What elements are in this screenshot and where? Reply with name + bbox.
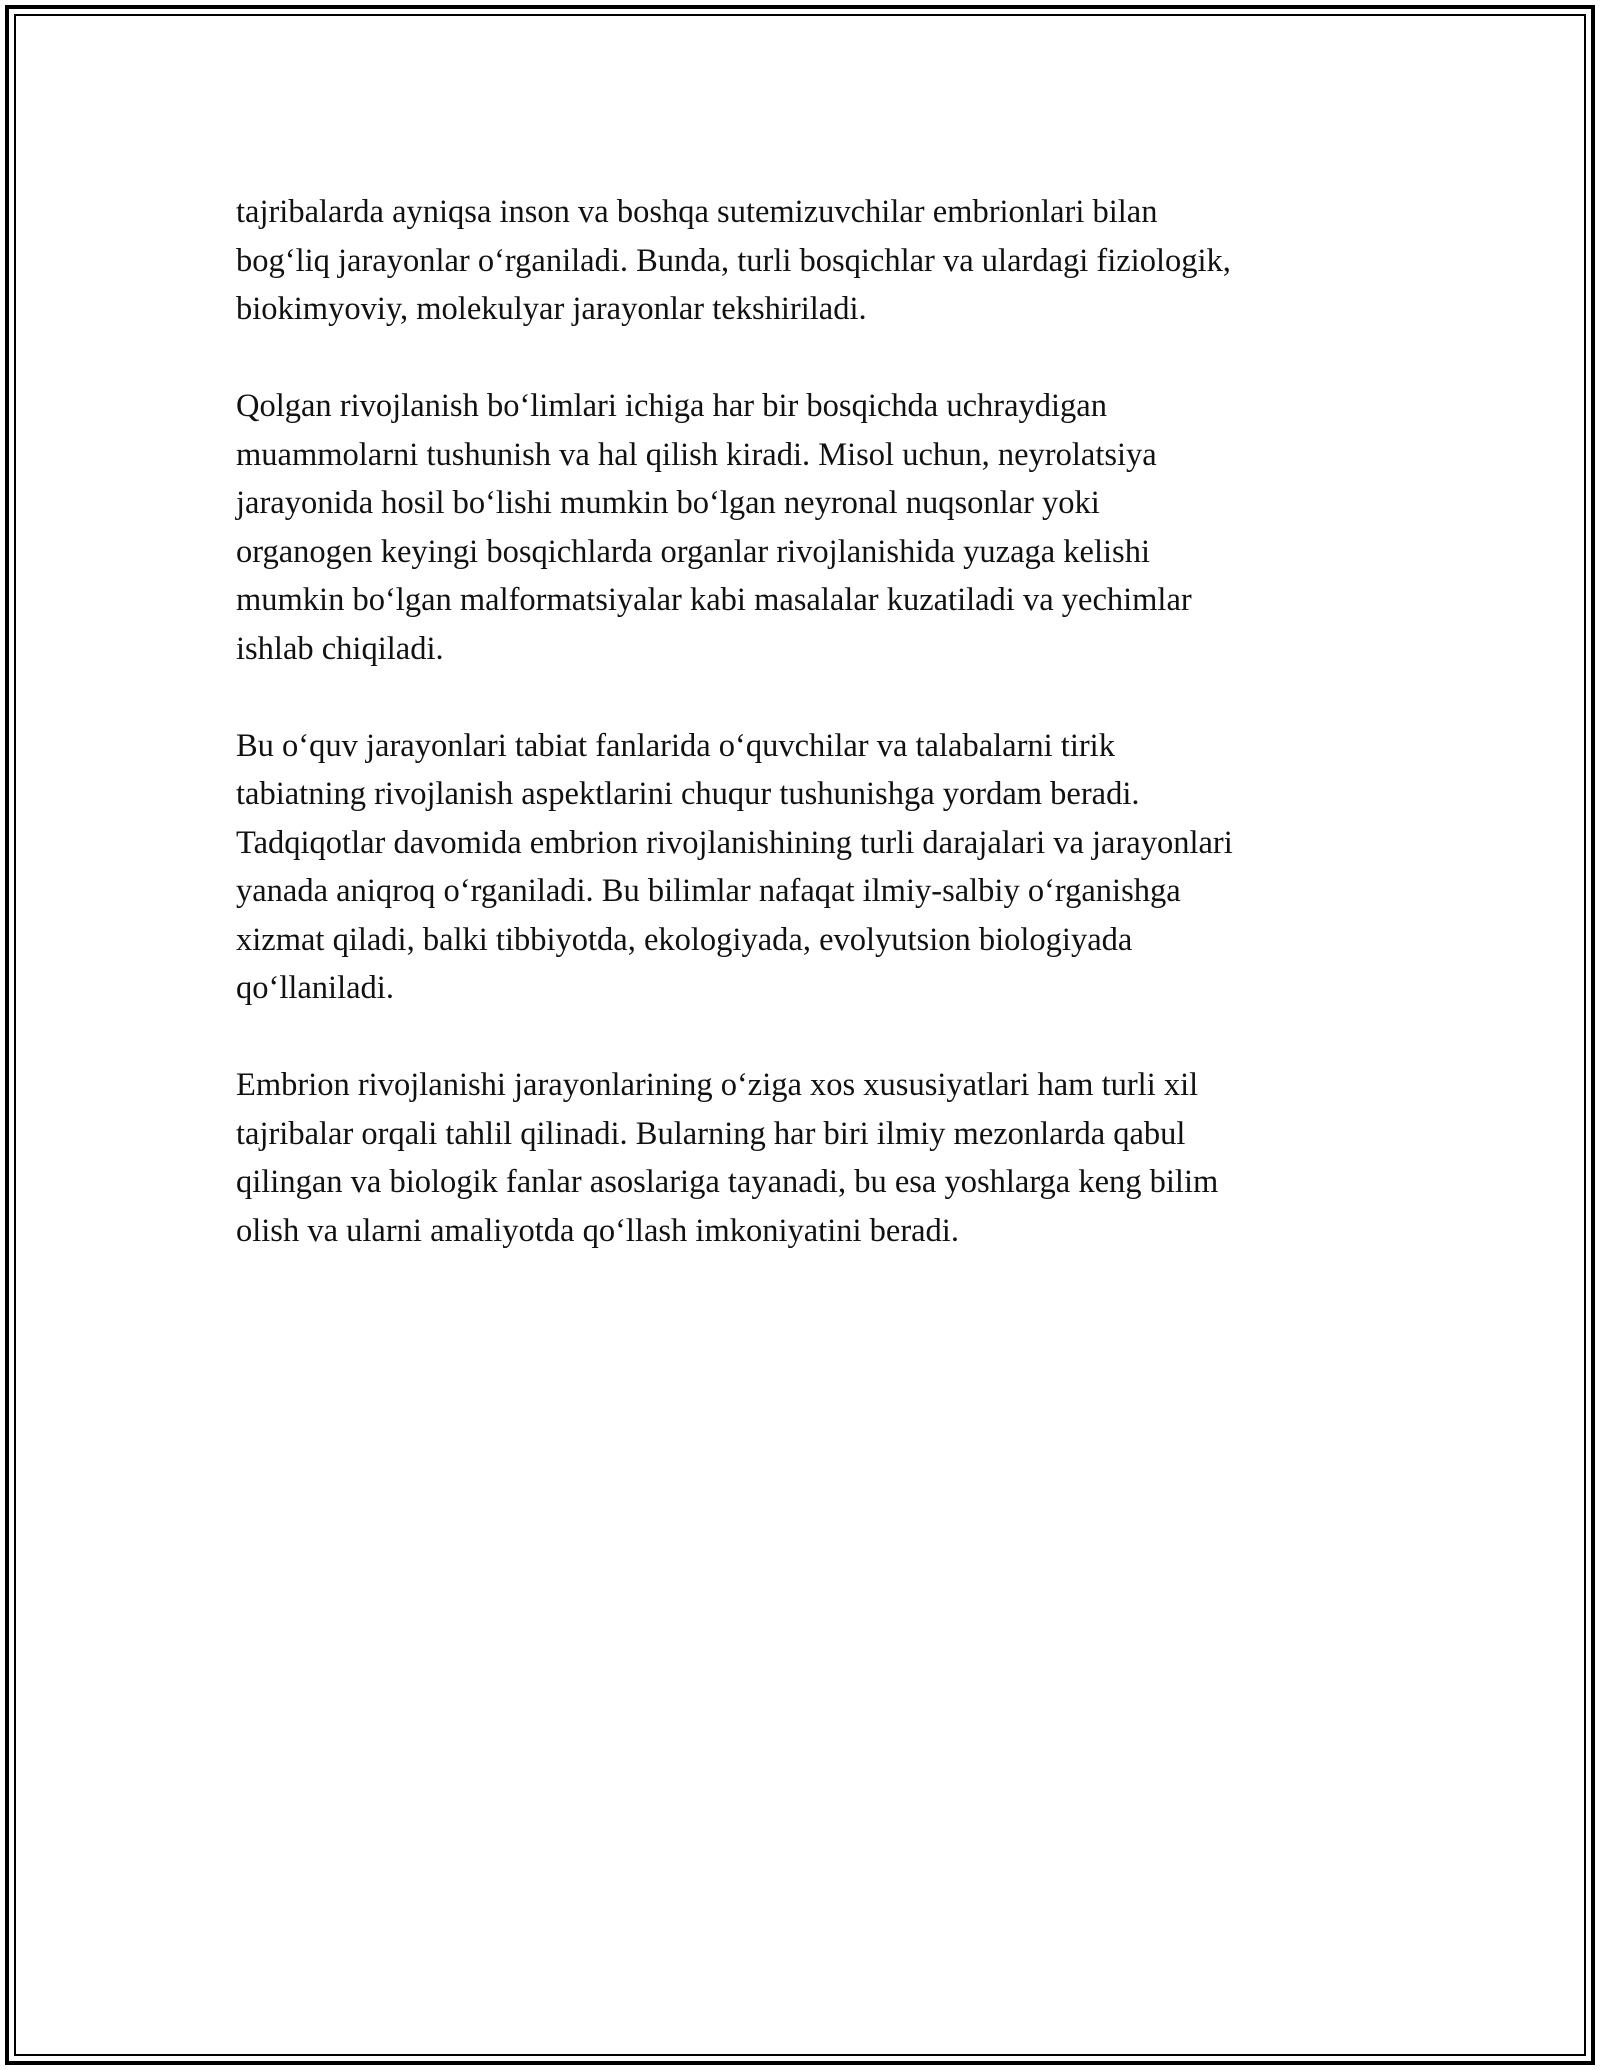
paragraph-line: organogen keyingi bosqichlarda organlar rivojlanishida yuzaga kelishi — [236, 533, 1150, 570]
paragraph-line: ishlab chiqiladi. — [236, 630, 444, 667]
paragraph-line: qo‘llaniladi. — [236, 970, 394, 1006]
paragraph-line: olish va ularni amaliyotda qo‘llash imkoniyatini beradi. — [236, 1212, 959, 1249]
paragraph-line: Tadqiqotlar davomida embrion rivojlanishining turli darajalari va jarayonlari — [236, 824, 1233, 861]
paragraph-line: yanada aniqroq o‘rganiladi. Bu bilimlar nafaqat ilmiy-salbiy o‘rganishga — [236, 873, 1181, 909]
paragraph-line: jarayonida hosil bo‘lishi mumkin bo‘lgan neyronal nuqsonlar yoki — [236, 485, 1100, 521]
paragraph-line: tajribalar orqali tahlil qilinadi. Bularning har biri ilmiy mezonlarda qabul — [236, 1115, 1186, 1152]
paragraph-line: Qolgan rivojlanish bo‘limlari ichiga har bir bosqichda uchraydigan — [236, 388, 1107, 424]
paragraph-line: bog‘liq jarayonlar o‘rganiladi. Bunda, turli bosqichlar va ulardagi fiziologik, — [236, 242, 1231, 279]
paragraph-1 — [236, 188, 1376, 334]
paragraph-line: Bu o‘quv jarayonlari tabiat fanlarida o‘quvchilar va talabalarni tirik — [236, 727, 1115, 764]
paragraph-line: Embrion rivojlanishi jarayonlarining o‘ziga xos xususiyatlari ham turli xil — [236, 1067, 1199, 1103]
paragraph-line: qilingan va biologik fanlar asoslariga tayanadi, bu esa yoshlarga keng bilim — [236, 1164, 1219, 1200]
paragraph-line: tajribalarda ayniqsa inson va boshqa sutemizuvchilar embrionlari bilan — [236, 194, 1158, 230]
paragraph-line: mumkin bo‘lgan malformatsiyalar kabi masalalar kuzatiladi va yechimlar — [236, 582, 1192, 618]
paragraph-line: tabiatning rivojlanish aspektlarini chuqur tushunishga yordam beradi. — [236, 776, 1140, 812]
page-content — [236, 188, 1376, 1304]
paragraph-2 — [236, 382, 1376, 673]
paragraph-line: biokimyoviy, molekulyar jarayonlar tekshiriladi. — [236, 291, 867, 327]
paragraph-3 — [236, 722, 1376, 1013]
paragraph-line: muammolarni tushunish va hal qilish kiradi. Misol uchun, neyrolatsiya — [236, 436, 1157, 473]
paragraph-4 — [236, 1061, 1376, 1255]
paragraph-line: xizmat qiladi, balki tibbiyotda, ekologiyada, evolyutsion biologiyada — [236, 921, 1133, 958]
